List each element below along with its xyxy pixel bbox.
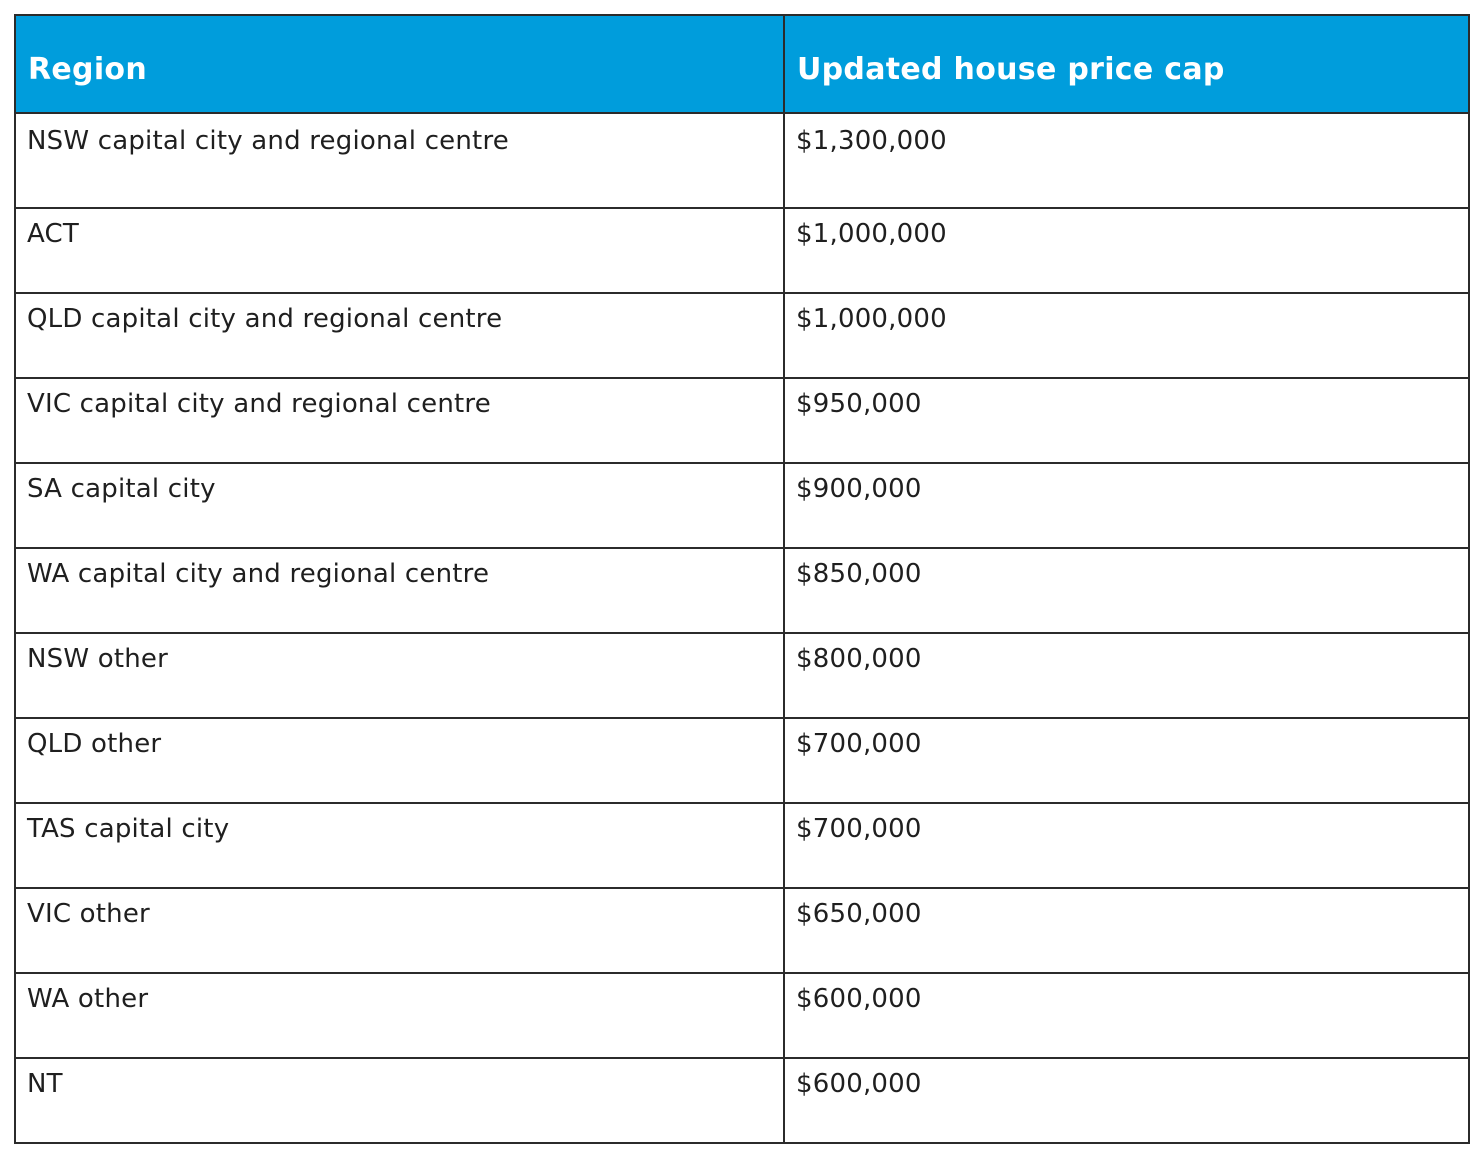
price-cap-cell: $600,000 — [784, 973, 1469, 1058]
table-row — [15, 718, 1469, 803]
price-cap-cell: $950,000 — [784, 378, 1469, 463]
table-body — [15, 113, 1469, 1143]
price-cap-cell: $700,000 — [784, 718, 1469, 803]
table-row — [15, 293, 1469, 378]
table-row — [15, 378, 1469, 463]
price-cap-table — [14, 14, 1470, 1144]
price-cap-cell: $850,000 — [784, 548, 1469, 633]
price-cap-cell: $800,000 — [784, 633, 1469, 718]
region-cell: VIC capital city and regional centre — [15, 378, 784, 463]
price-cap-cell: $1,000,000 — [784, 208, 1469, 293]
table-row — [15, 463, 1469, 548]
table-row — [15, 803, 1469, 888]
column-header-region: Region — [15, 15, 784, 113]
table-row — [15, 113, 1469, 208]
table-row — [15, 208, 1469, 293]
region-cell: ACT — [15, 208, 784, 293]
region-cell: SA capital city — [15, 463, 784, 548]
table-row — [15, 888, 1469, 973]
table-row — [15, 1058, 1469, 1143]
region-cell: VIC other — [15, 888, 784, 973]
price-cap-table-container — [14, 14, 1468, 1144]
region-cell: WA capital city and regional centre — [15, 548, 784, 633]
header-row — [15, 15, 1469, 113]
region-cell: NSW capital city and regional centre — [15, 113, 784, 208]
table-row — [15, 548, 1469, 633]
region-cell: NT — [15, 1058, 784, 1143]
column-header-price-cap: Updated house price cap — [784, 15, 1469, 113]
price-cap-cell: $700,000 — [784, 803, 1469, 888]
region-cell: TAS capital city — [15, 803, 784, 888]
price-cap-cell: $900,000 — [784, 463, 1469, 548]
table-row — [15, 973, 1469, 1058]
region-cell: QLD capital city and regional centre — [15, 293, 784, 378]
table-header — [15, 15, 1469, 113]
region-cell: QLD other — [15, 718, 784, 803]
price-cap-cell: $1,300,000 — [784, 113, 1469, 208]
price-cap-cell: $600,000 — [784, 1058, 1469, 1143]
region-cell: WA other — [15, 973, 784, 1058]
table-row — [15, 633, 1469, 718]
price-cap-cell: $1,000,000 — [784, 293, 1469, 378]
region-cell: NSW other — [15, 633, 784, 718]
price-cap-cell: $650,000 — [784, 888, 1469, 973]
